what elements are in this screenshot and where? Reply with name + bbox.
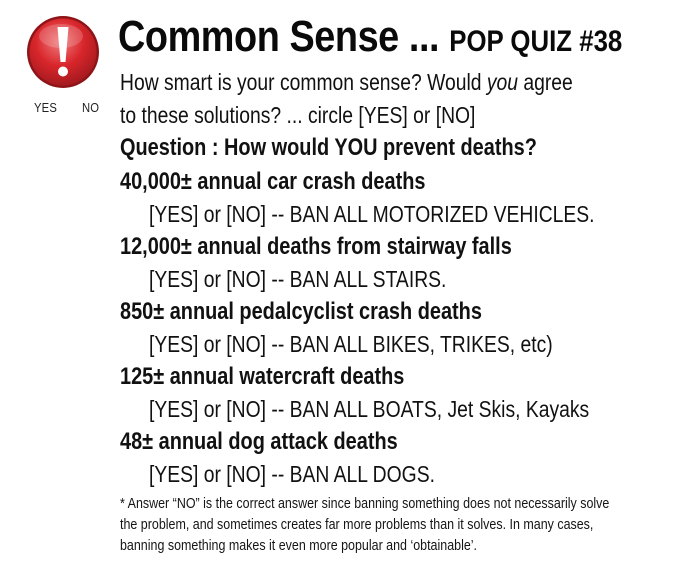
option-ban-vehicles: [YES] or [NO] -- BAN ALL MOTORIZED VEHICLES. <box>149 201 595 227</box>
stat-pedalcyclist: 850± annual pedalcyclist crash deaths <box>120 298 482 325</box>
title-subtitle: POP QUIZ #38 <box>449 25 623 58</box>
intro-text: How smart is your common sense? Would <box>120 69 487 95</box>
option-ban-stairs: [YES] or [NO] -- BAN ALL STAIRS. <box>149 266 447 292</box>
question-heading: Question : How would YOU prevent deaths? <box>120 134 537 161</box>
stat-dog-attack: 48± annual dog attack deaths <box>120 428 398 455</box>
stat-watercraft: 125± annual watercraft deaths <box>120 363 405 390</box>
exclamation-warning-icon <box>25 14 101 90</box>
yes-no-labels <box>34 101 101 115</box>
intro-text: agree <box>518 69 573 95</box>
intro-line-1 <box>120 69 573 96</box>
title-main: Common Sense ... <box>118 12 440 61</box>
page-title <box>118 12 622 62</box>
option-ban-dogs: [YES] or [NO] -- BAN ALL DOGS. <box>149 461 435 487</box>
stat-car-crash: 40,000± annual car crash deaths <box>120 168 426 195</box>
option-ban-boats: [YES] or [NO] -- BAN ALL BOATS, Jet Skis, Kayaks <box>149 396 590 422</box>
stat-stairway-falls: 12,000± annual deaths from stairway falls <box>120 233 512 260</box>
footnote-line-3: banning something makes it even more popular and ‘obtainable’. <box>120 538 478 554</box>
footnote-line-1: * Answer “NO” is the correct answer since banning something does not necessarily solve <box>120 496 610 512</box>
intro-line-2: to these solutions? ... circle [YES] or [NO] <box>120 102 476 128</box>
yes-label: YES <box>34 101 58 115</box>
option-ban-bikes: [YES] or [NO] -- BAN ALL BIKES, TRIKES, etc) <box>149 331 553 357</box>
no-label: NO <box>81 101 99 115</box>
footnote-line-2: the problem, and sometimes creates far more problems than it solves. In many cases, <box>120 517 594 533</box>
intro-emphasis: you <box>486 69 519 95</box>
